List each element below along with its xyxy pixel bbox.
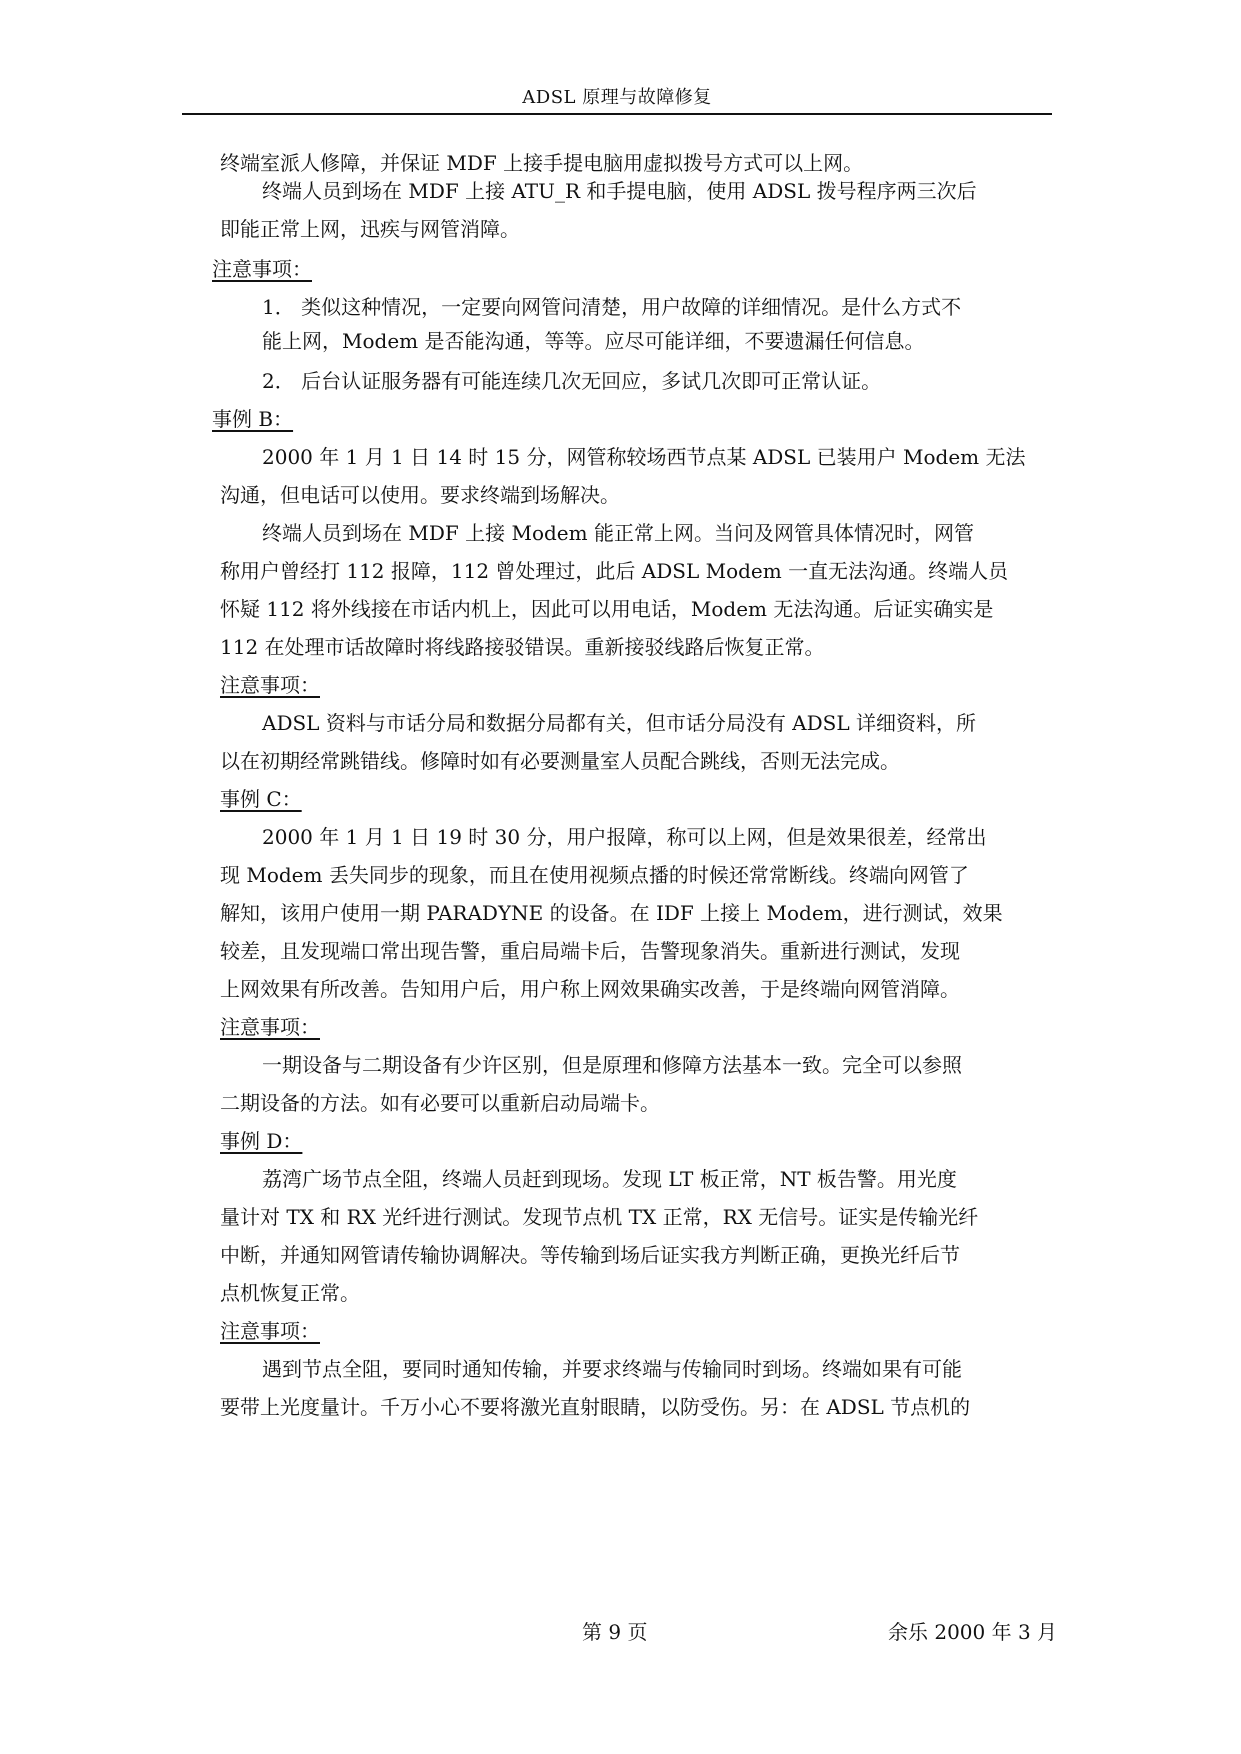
- page-number: 第 9 页: [582, 1620, 648, 1644]
- footer-author-date: 余乐 2000 年 3 月: [888, 1620, 1058, 1644]
- body-line: 即能正常上网，迅疾与网管消障。: [220, 217, 520, 241]
- body-line: 终端人员到场在 MDF 上接 ATU_R 和手提电脑，使用 ADSL 拨号程序两三次后: [262, 179, 977, 203]
- section-heading-case-d: 事例 D：: [220, 1129, 303, 1153]
- body-line: 112 在处理市话故障时将线路接驳错误。重新接驳线路后恢复正常。: [220, 635, 825, 659]
- section-heading-case-c: 事例 C：: [220, 787, 302, 811]
- body-line: 以在初期经常跳错线。修障时如有必要测量室人员配合跳线，否则无法完成。: [220, 749, 900, 773]
- body-line: 现 Modem 丢失同步的现象，而且在使用视频点播的时候还常常断线。终端向网管了: [220, 863, 969, 887]
- body-line: 中断，并通知网管请传输协调解决。等传输到场后证实我方判断正确，更换光纤后节: [220, 1243, 960, 1267]
- header-rule: [182, 113, 1052, 115]
- body-line: 荔湾广场节点全阻，终端人员赶到现场。发现 LT 板正常，NT 板告警。用光度: [262, 1167, 957, 1191]
- body-line: 2000 年 1 月 1 日 14 时 15 分，网管称较场西节点某 ADSL 已装用户 Modem 无法: [262, 445, 1026, 469]
- body-line: 称用户曾经打 112 报障，112 曾处理过，此后 ADSL Modem 一直无法沟通。终端人员: [220, 559, 1009, 583]
- body-line: ADSL 资料与市话分局和数据分局都有关，但市话分局没有 ADSL 详细资料，所: [262, 711, 976, 735]
- section-heading-notes: 注意事项：: [220, 673, 320, 697]
- running-header-title: ADSL 原理与故障修复: [522, 87, 712, 108]
- body-line: 怀疑 112 将外线接在市话内机上，因此可以用电话，Modem 无法沟通。后证实确实是: [220, 597, 994, 621]
- body-line: 2000 年 1 月 1 日 19 时 30 分，用户报障，称可以上网，但是效果很差，经常出: [262, 825, 987, 849]
- numbered-item: 1． 类似这种情况，一定要向网管问清楚，用户故障的详细情况。是什么方式不: [262, 295, 962, 319]
- body-line: 要带上光度量计。千万小心不要将激光直射眼睛，以防受伤。另：在 ADSL 节点机的: [220, 1395, 971, 1419]
- body-line: 终端室派人修障，并保证 MDF 上接手提电脑用虚拟拨号方式可以上网。: [220, 151, 864, 175]
- body-line: 终端人员到场在 MDF 上接 Modem 能正常上网。当问及网管具体情况时，网管: [262, 521, 974, 545]
- body-line: 上网效果有所改善。告知用户后，用户称上网效果确实改善，于是终端向网管消障。: [220, 977, 960, 1001]
- body-line: 沟通，但电话可以使用。要求终端到场解决。: [220, 483, 620, 507]
- body-line: 解知，该用户使用一期 PARADYNE 的设备。在 IDF 上接上 Modem，进行测试，效果: [220, 901, 1003, 925]
- section-heading-notes: 注意事项：: [220, 1319, 320, 1343]
- body-line: 较差，且发现端口常出现告警，重启局端卡后，告警现象消失。重新进行测试，发现: [220, 939, 960, 963]
- section-heading-notes: 注意事项：: [220, 1015, 320, 1039]
- body-line: 遇到节点全阻，要同时通知传输，并要求终端与传输同时到场。终端如果有可能: [262, 1357, 962, 1381]
- body-line: 一期设备与二期设备有少许区别，但是原理和修障方法基本一致。完全可以参照: [262, 1053, 962, 1077]
- body-line: 二期设备的方法。如有必要可以重新启动局端卡。: [220, 1091, 660, 1115]
- numbered-item: 2． 后台认证服务器有可能连续几次无回应，多试几次即可正常认证。: [262, 369, 882, 393]
- body-line: 量计对 TX 和 RX 光纤进行测试。发现节点机 TX 正常，RX 无信号。证实是传输光纤: [220, 1205, 979, 1229]
- section-heading-case-b: 事例 B：: [212, 407, 294, 431]
- body-line: 点机恢复正常。: [220, 1281, 360, 1305]
- section-heading-notes: 注意事项：: [212, 257, 312, 281]
- body-line: 能上网，Modem 是否能沟通，等等。应尽可能详细，不要遗漏任何信息。: [262, 329, 925, 353]
